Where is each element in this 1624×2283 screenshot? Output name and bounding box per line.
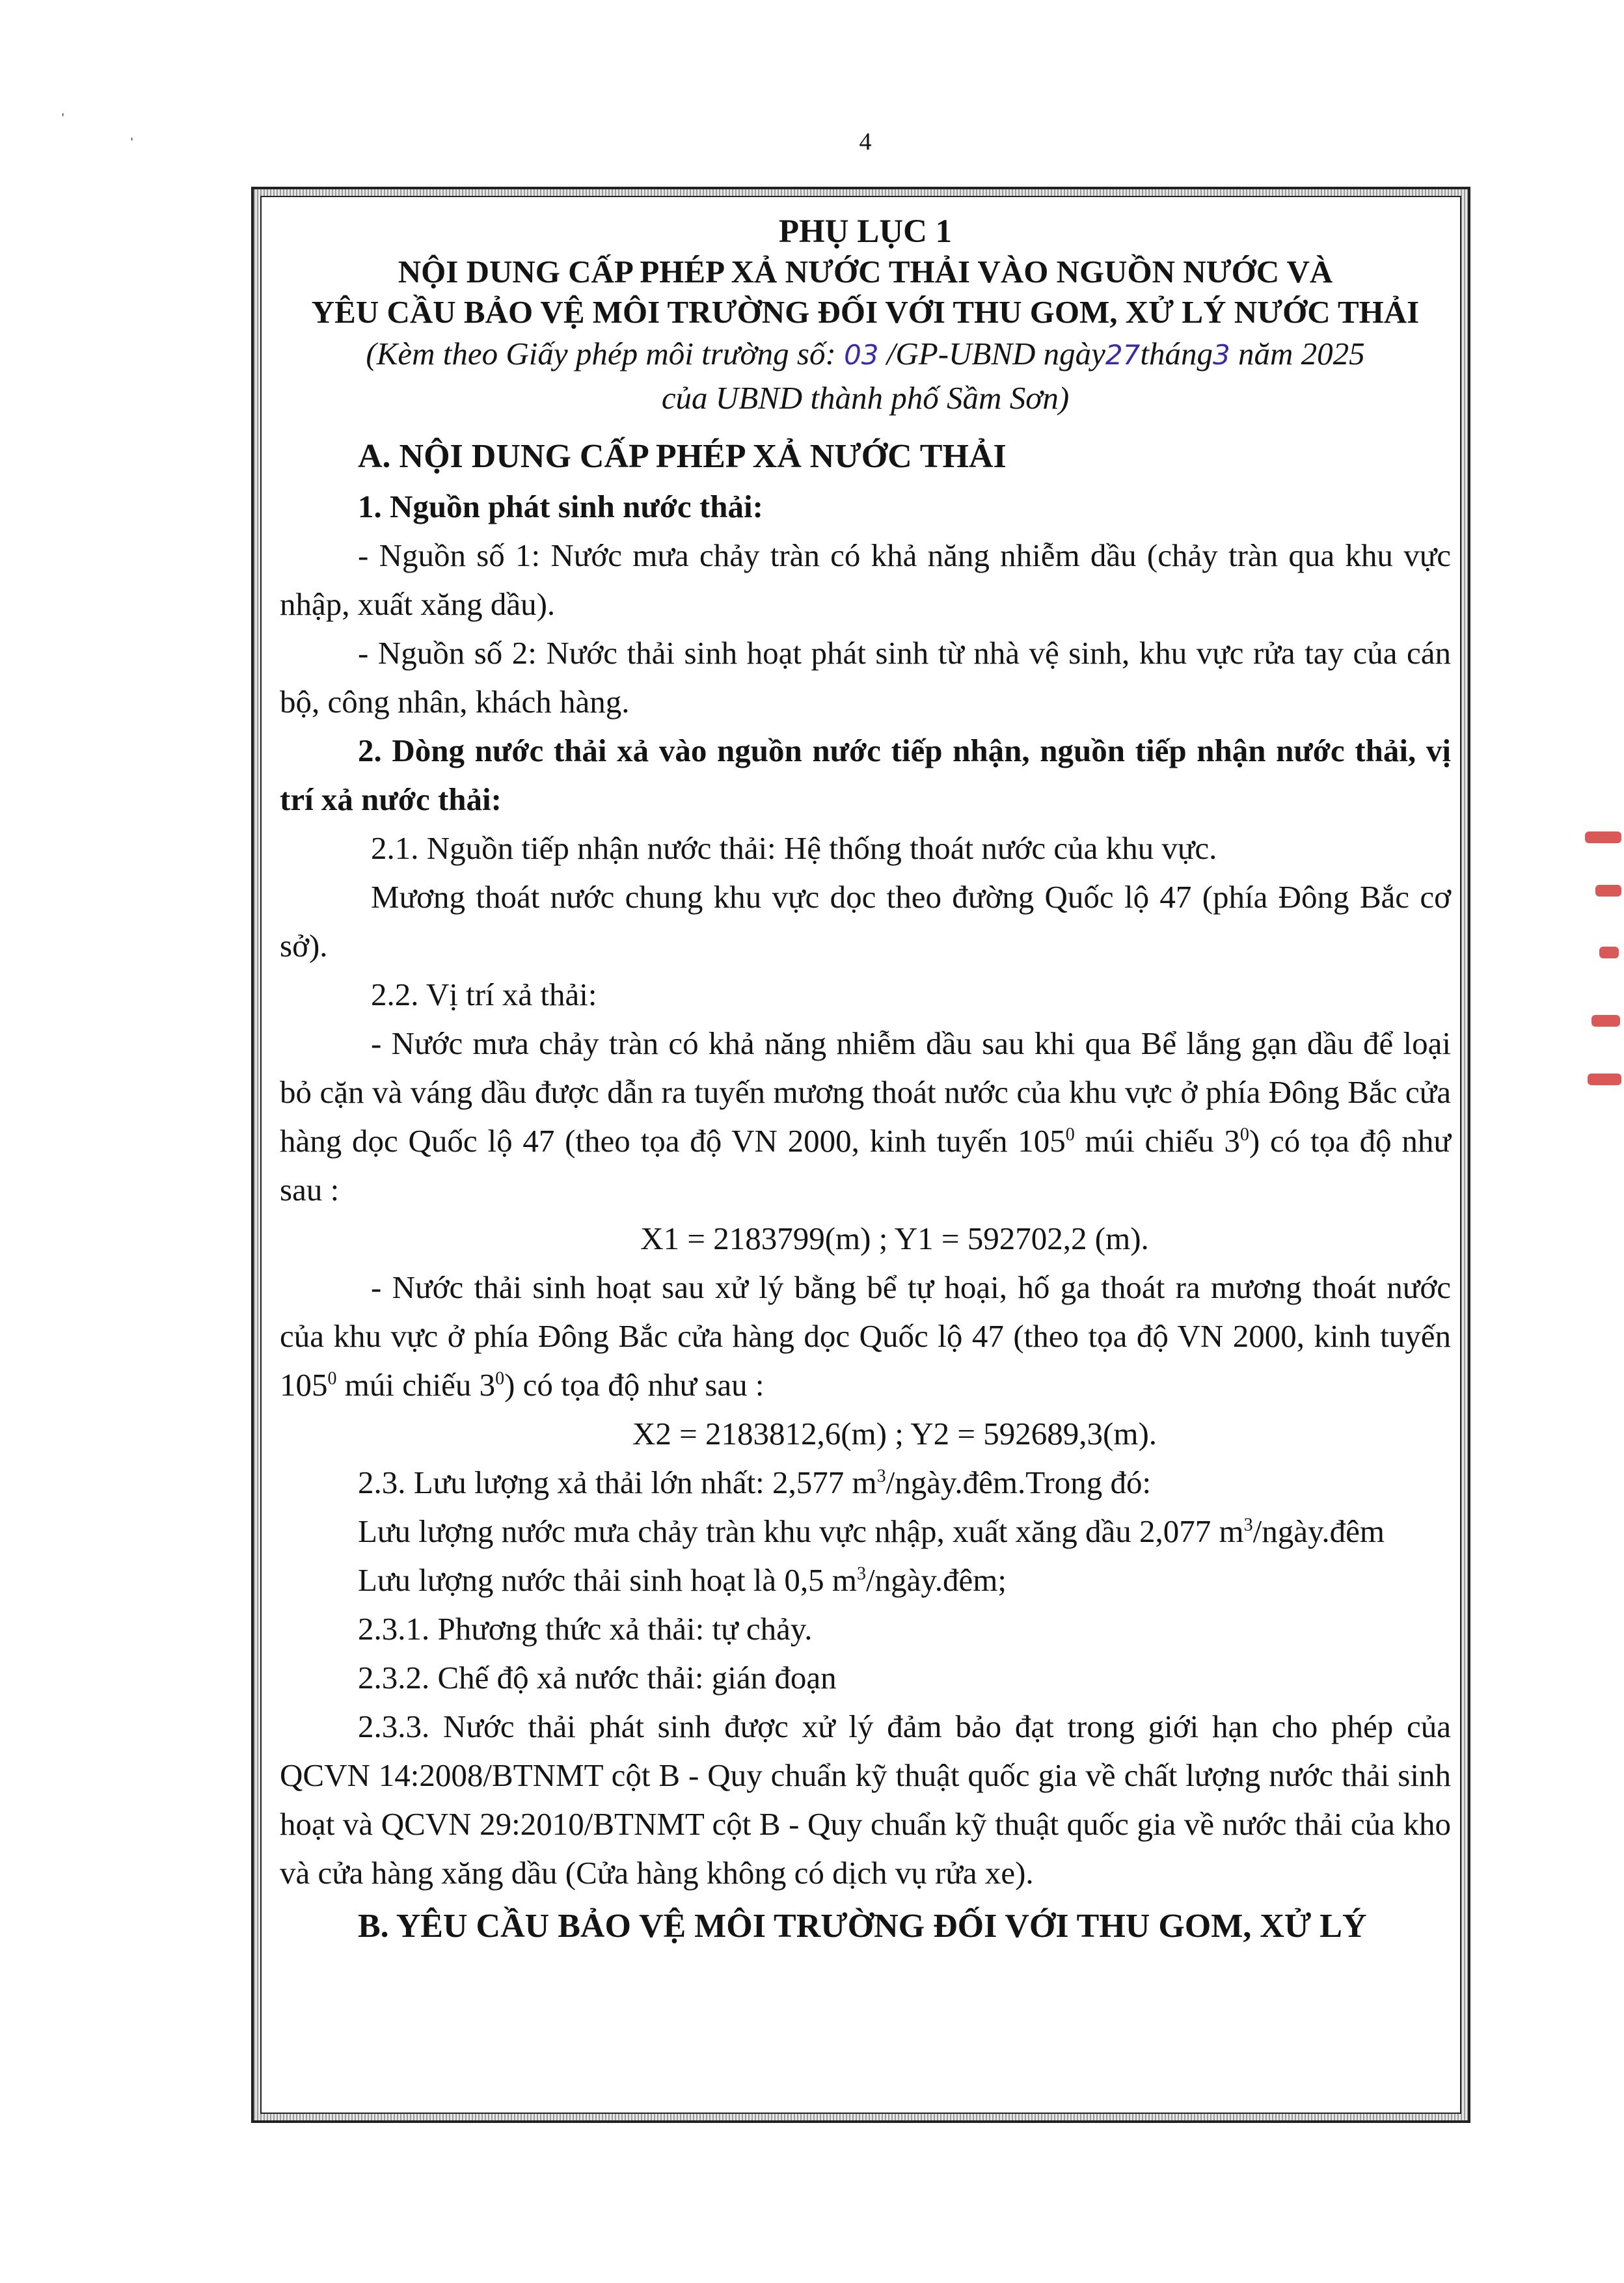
superscript: 0 (1239, 1124, 1249, 1145)
paragraph-2-2: 2.2. Vị trí xả thải: (371, 977, 597, 1012)
superscript: 3 (876, 1466, 886, 1487)
handwritten-permit-number: 03 (844, 339, 879, 371)
paragraph-2-3-1: 2.3.1. Phương thức xả thải: tự chảy. (358, 1611, 813, 1647)
text-run: Lưu lượng nước mưa chảy tràn khu vực nhập, xuất xăng dầu 2,077 m (358, 1513, 1244, 1549)
subtitle-part: năm 2025 (1238, 336, 1365, 371)
subtitle-part: /GP-UBND ngày (886, 336, 1105, 371)
text-run: múi chiếu 3 (1074, 1123, 1240, 1159)
paragraph-2-1-channel: Mương thoát nước chung khu vực dọc theo đường Quốc lộ 47 (phía Đông Bắc cơ sở). (280, 879, 1451, 964)
stamp-edge-mark (1585, 831, 1621, 843)
page-number: 4 (859, 128, 872, 155)
text-run: /ngày.đêm; (866, 1562, 1007, 1598)
paragraph-stormwater-location (280, 1019, 1451, 1214)
heading-discharge-stream: 2. Dòng nước thải xả vào nguồn nước tiếp nhận, nguồn tiếp nhận nước thải, vị trí xả nước thải: (280, 733, 1451, 817)
stamp-edge-mark (1591, 1015, 1620, 1027)
heading-waste-sources: 1. Nguồn phát sinh nước thải: (358, 489, 763, 524)
superscript: 0 (1065, 1124, 1075, 1145)
text-run: /ngày.đêm (1252, 1513, 1385, 1549)
coordinates-1: X1 = 2183799(m) ; Y1 = 592702,2 (m). (640, 1221, 1149, 1256)
paragraph-2-3-2: 2.3.2. Chế độ xả nước thải: gián đoạn (358, 1660, 837, 1695)
paragraph-2-3-3: 2.3.3. Nước thải phát sinh được xử lý đảm bảo đạt trong giới hạn cho phép của QCVN 14:2008/BTNMT cột B - Quy chuẩn kỹ thuật quốc gia về chất lượng nước thải sinh hoạt và QCVN 29:2010/BTNMT cột B - Quy chuẩn kỹ thuật quốc gia về nước thải của kho và cửa hàng xăng dầu (Cửa hàng không có dịch vụ rửa xe). (280, 1709, 1451, 1891)
handwritten-month: 3 (1213, 339, 1230, 371)
stamp-edge-mark (1588, 1074, 1621, 1085)
text-run: ) có tọa độ như sau : (504, 1367, 765, 1403)
text-run: - Nước thải sinh hoạt sau xử lý bằng bể tự hoại, hố ga thoát ra mương thoát nước của khu vực ở phía Đông Bắc cửa hàng dọc Quốc lộ 47 (theo tọa độ VN 2000, kinh tuyến 105 (280, 1269, 1451, 1403)
handwritten-day: 27 (1105, 339, 1141, 371)
scan-speck-mark: ˌ (129, 121, 135, 141)
appendix-title-line-2: NỘI DUNG CẤP PHÉP XẢ NƯỚC THẢI VÀO NGUỒN NƯỚC VÀ (398, 254, 1333, 290)
superscript: 3 (857, 1563, 867, 1584)
paragraph-2-3 (280, 1458, 1451, 1507)
source-2-paragraph: - Nguồn số 2: Nước thải sinh hoạt phát sinh từ nhà vệ sinh, khu vực rửa tay của cán bộ, công nhân, khách hàng. (280, 635, 1451, 720)
text-run: Lưu lượng nước thải sinh hoạt là 0,5 m (358, 1562, 858, 1598)
text-run: /ngày.đêm.Trong đó: (886, 1465, 1152, 1500)
appendix-subtitle (280, 332, 1451, 377)
subtitle-part: tháng (1140, 336, 1213, 371)
paragraph-stormwater-flow (280, 1507, 1451, 1556)
text-run: 2.3. Lưu lượng xả thải lớn nhất: 2,577 m (358, 1465, 877, 1500)
text-run: - Nước mưa chảy tràn có khả năng nhiễm dầu sau khi qua Bể lắng gạn dầu để loại bỏ cặn và váng dầu được dẫn ra tuyến mương thoát nước của khu vực ở phía Đông Bắc cửa hàng dọc Quốc lộ 47 (theo tọa độ VN 2000, kinh tuyến 105 (280, 1025, 1451, 1159)
section-b-heading: B. YÊU CẦU BẢO VỆ MÔI TRƯỜNG ĐỐI VỚI THU GOM, XỬ LÝ (358, 1908, 1367, 1945)
text-run: ) có tọa độ như sau : (280, 1123, 1451, 1208)
paragraph-2-1: 2.1. Nguồn tiếp nhận nước thải: Hệ thống thoát nước của khu vực. (371, 830, 1217, 866)
appendix-title: PHỤ LỤC 1 (778, 213, 953, 250)
text-run: múi chiếu 3 (336, 1367, 496, 1403)
source-1-paragraph: - Nguồn số 1: Nước mưa chảy tràn có khả năng nhiễm dầu (chảy tràn qua khu vực nhập, xuất xăng dầu). (280, 537, 1451, 622)
appendix-title-line-3: YÊU CẦU BẢO VỆ MÔI TRƯỜNG ĐỐI VỚI THU GOM, XỬ LÝ NƯỚC THẢI (311, 294, 1420, 330)
coordinates-2: X2 = 2183812,6(m) ; Y2 = 592689,3(m). (632, 1416, 1157, 1452)
superscript: 0 (327, 1368, 337, 1389)
superscript: 3 (1243, 1515, 1253, 1535)
scan-speck-mark: ˈ (60, 111, 66, 131)
subtitle-part: (Kèm theo Giấy phép môi trường số: (366, 336, 836, 371)
superscript: 0 (495, 1368, 505, 1389)
appendix-subtitle-line-2: của UBND thành phố Sầm Sơn) (661, 380, 1070, 416)
paragraph-domestic-flow (280, 1556, 1451, 1604)
section-a-heading: A. NỘI DUNG CẤP PHÉP XẢ NƯỚC THẢI (358, 438, 1007, 475)
stamp-edge-mark (1599, 947, 1619, 958)
document-body (280, 211, 1451, 1952)
paragraph-domestic-location (280, 1263, 1451, 1409)
stamp-edge-mark (1595, 885, 1621, 897)
